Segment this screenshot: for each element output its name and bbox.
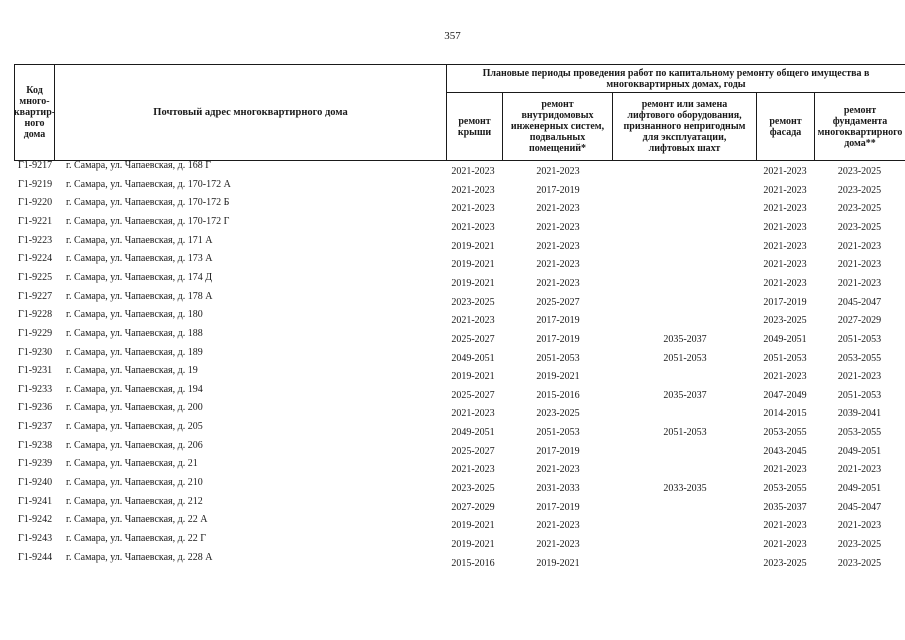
header-code-line: квартир-: [13, 107, 56, 118]
roof-period: 2027-2029: [451, 501, 495, 513]
facade-period: 2023-2025: [763, 557, 807, 569]
foundation-period: 2023-2025: [837, 221, 882, 233]
header-facade-line: фасада: [769, 126, 802, 138]
table-row: [0, 477, 905, 496]
house-code: Г1-9219: [18, 178, 53, 190]
table-row: [0, 384, 905, 403]
foundation-period: 2023-2025: [837, 557, 882, 569]
roof-period: 2019-2021: [451, 259, 495, 271]
facade-period: 2021-2023: [763, 371, 807, 383]
facade-period: 2014-2015: [763, 408, 807, 420]
header-facade-line: ремонт: [769, 115, 802, 127]
house-code: Г1-9244: [18, 551, 53, 563]
house-address: г. Самара, ул. Чапаевская, д. 210: [66, 477, 203, 489]
engineering-period: 2051-2053: [536, 352, 580, 364]
engineering-period: 2017-2019: [536, 445, 580, 457]
header-lift: [613, 93, 756, 160]
facade-period: 2021-2023: [763, 259, 807, 271]
engineering-period: 2051-2053: [536, 427, 580, 439]
header-address: Почтовый адрес многоквартирного дома: [153, 107, 348, 118]
header-code: [15, 65, 54, 160]
engineering-period: 2021-2023: [536, 221, 580, 233]
house-address: г. Самара, ул. Чапаевская, д. 21: [66, 458, 198, 470]
roof-period: 2019-2021: [451, 371, 495, 383]
facade-period: 2021-2023: [763, 520, 807, 532]
roof-period: 2021-2023: [451, 464, 495, 476]
house-address: г. Самара, ул. Чапаевская, д. 205: [66, 421, 203, 433]
engineering-period: 2021-2023: [536, 277, 580, 289]
roof-period: 2019-2021: [451, 520, 495, 532]
facade-period: 2049-2051: [763, 333, 807, 345]
foundation-period: 2049-2051: [837, 483, 882, 495]
foundation-period: 2045-2047: [837, 501, 882, 513]
header-lift-line: лифтовых шахт: [648, 143, 721, 154]
table-row: [0, 235, 905, 254]
house-address: г. Самара, ул. Чапаевская, д. 200: [66, 402, 203, 414]
header-engineering: [503, 93, 612, 160]
lift-period: 2051-2053: [663, 427, 707, 439]
facade-period: 2021-2023: [763, 539, 807, 550]
facade-period: 2047-2049: [763, 389, 807, 401]
table-row: [0, 533, 905, 552]
facade-period: 2051-2053: [763, 352, 807, 364]
header-lift-line: для эксплуатации,: [642, 132, 727, 143]
lift-period: 2035-2037: [663, 389, 707, 401]
house-code: Г1-9229: [18, 327, 53, 339]
engineering-period: 2021-2023: [536, 520, 580, 532]
facade-period: 2021-2023: [763, 184, 807, 196]
engineering-period: 2025-2027: [536, 296, 580, 308]
foundation-period: 2051-2053: [837, 389, 882, 401]
facade-period: 2035-2037: [763, 501, 807, 513]
header-eng-line: инженерных систем,: [510, 121, 605, 132]
roof-period: 2015-2016: [451, 557, 495, 569]
foundation-period: 2053-2055: [837, 427, 882, 439]
header-eng-line: внутридомовых: [521, 110, 594, 121]
facade-period: 2053-2055: [763, 483, 807, 495]
foundation-period: 2023-2025: [837, 184, 882, 196]
house-code: Г1-9243: [18, 533, 53, 544]
house-address: г. Самара, ул. Чапаевская, д. 189: [66, 346, 203, 358]
roof-period: 2049-2051: [451, 427, 495, 439]
facade-period: 2021-2023: [763, 221, 807, 233]
engineering-period: 2021-2023: [536, 464, 580, 476]
facade-period: 2021-2023: [763, 166, 807, 177]
house-address: г. Самара, ул. Чапаевская, д. 228 А: [66, 551, 213, 563]
facade-period: 2021-2023: [763, 203, 807, 215]
header-lift-line: ремонт или замена: [641, 99, 728, 110]
header-lift-line: лифтового оборудования,: [627, 110, 742, 121]
roof-period: 2023-2025: [451, 296, 495, 308]
table-row: [0, 291, 905, 310]
roof-period: 2021-2023: [451, 184, 495, 196]
engineering-period: 2019-2021: [536, 557, 580, 569]
foundation-period: 2027-2029: [837, 315, 882, 327]
header-foundation-line: фундамента: [832, 115, 888, 127]
house-code: Г1-9224: [18, 253, 53, 265]
table-row: [0, 440, 905, 459]
header-code-line: дома: [23, 129, 46, 140]
header-code-line: ного: [24, 118, 45, 129]
foundation-period: 2023-2025: [837, 539, 882, 550]
house-code: Г1-9238: [18, 439, 53, 451]
table-row: [0, 552, 905, 571]
foundation-period: 2039-2041: [837, 408, 882, 420]
roof-period: 2021-2023: [451, 315, 495, 327]
house-address: г. Самара, ул. Чапаевская, д. 19: [66, 365, 198, 377]
roof-period: 2021-2023: [451, 408, 495, 420]
house-code: Г1-9241: [18, 495, 53, 507]
table-header: [14, 64, 905, 160]
header-foundation-line: дома**: [844, 137, 876, 149]
engineering-period: 2021-2023: [536, 240, 580, 252]
roof-period: 2019-2021: [451, 240, 495, 252]
header-roof: [447, 93, 502, 160]
table-row: [0, 347, 905, 366]
header-periods-line: многоквартирных домах, годы: [606, 78, 746, 90]
lift-period: 2051-2053: [663, 352, 707, 364]
facade-period: 2021-2023: [763, 240, 807, 252]
house-code: Г1-9242: [18, 514, 53, 526]
table-row: [0, 160, 905, 179]
engineering-period: 2017-2019: [536, 333, 580, 345]
facade-period: 2021-2023: [763, 464, 807, 476]
header-foundation-line: многоквартирного: [817, 126, 903, 138]
table-row: [0, 216, 905, 235]
header-roof-line: ремонт: [458, 115, 491, 127]
roof-period: 2019-2021: [451, 277, 495, 289]
table-row: [0, 328, 905, 347]
house-code: Г1-9240: [18, 477, 53, 489]
foundation-period: 2021-2023: [837, 371, 882, 383]
header-facade: [757, 93, 814, 160]
header-eng-line: ремонт: [541, 99, 574, 110]
house-address: г. Самара, ул. Чапаевская, д. 188: [66, 327, 203, 339]
house-code: Г1-9227: [18, 290, 53, 302]
table-row: [0, 197, 905, 216]
foundation-period: 2021-2023: [837, 464, 882, 476]
foundation-period: 2021-2023: [837, 277, 882, 289]
foundation-period: 2051-2053: [837, 333, 882, 345]
foundation-period: 2021-2023: [837, 240, 882, 252]
roof-period: 2021-2023: [451, 203, 495, 215]
house-address: г. Самара, ул. Чапаевская, д. 180: [66, 309, 203, 321]
roof-period: 2021-2023: [451, 166, 495, 177]
table-row: [0, 496, 905, 515]
foundation-period: 2045-2047: [837, 296, 882, 308]
foundation-period: 2023-2025: [837, 203, 882, 215]
house-address: г. Самара, ул. Чапаевская, д. 206: [66, 439, 203, 451]
foundation-period: 2049-2051: [837, 445, 882, 457]
engineering-period: 2021-2023: [536, 166, 580, 177]
house-code: Г1-9239: [18, 458, 53, 470]
foundation-period: 2023-2025: [837, 166, 882, 177]
header-roof-line: крыши: [457, 126, 492, 138]
house-address: г. Самара, ул. Чапаевская, д. 212: [66, 495, 203, 507]
house-code: Г1-9230: [18, 346, 53, 358]
house-address: г. Самара, ул. Чапаевская, д. 170-172 А: [66, 178, 231, 190]
house-code: Г1-9221: [18, 215, 53, 227]
engineering-period: 2031-2033: [536, 483, 580, 495]
header-eng-line: подвальных: [529, 132, 586, 143]
house-address: г. Самара, ул. Чапаевская, д. 168 Г: [66, 160, 212, 171]
house-address: г. Самара, ул. Чапаевская, д. 170-172 Б: [66, 197, 230, 209]
engineering-period: 2023-2025: [536, 408, 580, 420]
house-address: г. Самара, ул. Чапаевская, д. 174 Д: [66, 271, 213, 283]
house-code: Г1-9231: [18, 365, 53, 377]
foundation-period: 2053-2055: [837, 352, 882, 364]
lift-period: 2035-2037: [663, 333, 707, 345]
page-number: 357: [444, 30, 461, 42]
facade-period: 2043-2045: [763, 445, 807, 457]
engineering-period: 2015-2016: [536, 389, 580, 401]
engineering-period: 2017-2019: [536, 501, 580, 513]
roof-period: 2023-2025: [451, 483, 495, 495]
foundation-period: 2021-2023: [837, 259, 882, 271]
facade-period: 2023-2025: [763, 315, 807, 327]
table-row: [0, 272, 905, 291]
table-row: [0, 514, 905, 533]
roof-period: 2021-2023: [451, 221, 495, 233]
house-code: Г1-9236: [18, 402, 53, 414]
engineering-period: 2019-2021: [536, 371, 580, 383]
roof-period: 2019-2021: [451, 539, 495, 550]
table-row: [0, 365, 905, 384]
table-row: [0, 458, 905, 477]
house-code: Г1-9220: [18, 197, 53, 209]
house-address: г. Самара, ул. Чапаевская, д. 170-172 Г: [66, 215, 230, 227]
engineering-period: 2017-2019: [536, 184, 580, 196]
roof-period: 2049-2051: [451, 352, 495, 364]
header-foundation-line: ремонт: [843, 104, 877, 116]
engineering-period: 2021-2023: [536, 539, 580, 550]
house-address: г. Самара, ул. Чапаевская, д. 171 А: [66, 234, 213, 246]
facade-period: 2021-2023: [763, 277, 807, 289]
header-lift-line: признанного непригодным: [623, 121, 746, 132]
engineering-period: 2021-2023: [536, 203, 580, 215]
facade-period: 2017-2019: [763, 296, 807, 308]
header-eng-line: помещений*: [529, 143, 586, 154]
table-row: [0, 402, 905, 421]
table-row: [0, 421, 905, 440]
house-code: Г1-9237: [18, 421, 53, 433]
house-address: г. Самара, ул. Чапаевская, д. 194: [66, 383, 203, 395]
header-foundation: [815, 93, 905, 160]
engineering-period: 2017-2019: [536, 315, 580, 327]
house-code: Г1-9228: [18, 309, 53, 321]
house-address: г. Самара, ул. Чапаевская, д. 173 А: [66, 253, 213, 265]
table-row: [0, 309, 905, 328]
roof-period: 2025-2027: [451, 333, 495, 345]
header-periods-line: Плановые периоды проведения работ по капитальному ремонту общего имущества в: [482, 67, 870, 79]
facade-period: 2053-2055: [763, 427, 807, 439]
engineering-period: 2021-2023: [536, 259, 580, 271]
roof-period: 2025-2027: [451, 389, 495, 401]
house-address: г. Самара, ул. Чапаевская, д. 178 А: [66, 290, 213, 302]
house-code: Г1-9217: [18, 160, 53, 171]
table-row: [0, 179, 905, 198]
roof-period: 2025-2027: [451, 445, 495, 457]
house-address: г. Самара, ул. Чапаевская, д. 22 А: [66, 514, 208, 526]
house-code: Г1-9223: [18, 234, 53, 246]
foundation-period: 2021-2023: [837, 520, 882, 532]
house-code: Г1-9225: [18, 271, 53, 283]
house-address: г. Самара, ул. Чапаевская, д. 22 Г: [66, 533, 207, 544]
header-code-line: много-: [19, 96, 50, 107]
header-code-line: Код: [26, 85, 43, 96]
table-row: [0, 253, 905, 272]
lift-period: 2033-2035: [663, 483, 707, 495]
house-code: Г1-9233: [18, 383, 53, 395]
header-periods: [447, 65, 905, 92]
